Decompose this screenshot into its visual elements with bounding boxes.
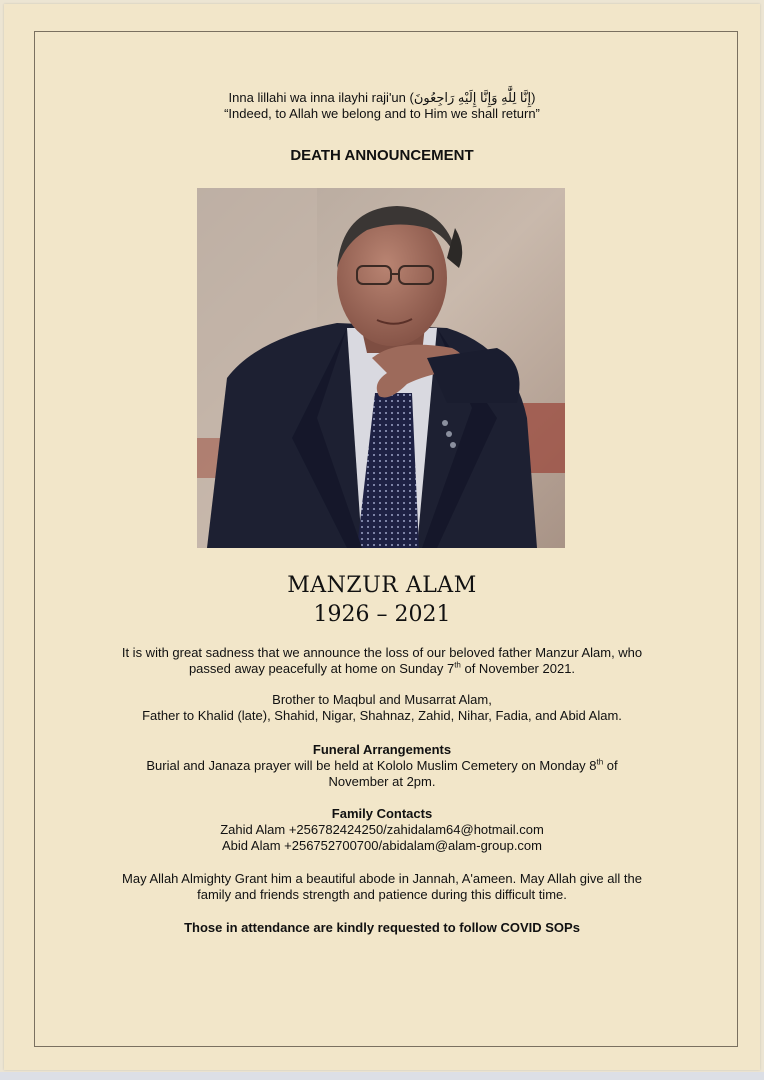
translation-text: “Indeed, to Allah we belong and to Him we shall return”: [224, 106, 540, 121]
bismillah-header: [0, 90, 764, 122]
intro-line: It is with great sadness that we announce the loss of our beloved father Manzur Alam, who: [121, 645, 643, 660]
intro-line: passed away peacefully at home on Sunday 7th of November 2021.: [188, 660, 576, 676]
deceased-years: 1926 – 2021: [313, 602, 451, 627]
deceased-name: MANZUR ALAM: [287, 573, 477, 598]
transliteration-text: Inna lillahi wa inna ilayhi raji'un: [228, 90, 406, 105]
portrait-photo: [197, 188, 565, 548]
contact-zahid: Zahid Alam +256782424250/zahidalam64@hotmail.com: [220, 822, 544, 837]
prayer-paragraph: [0, 871, 764, 903]
prayer-line: family and friends strength and patience during this difficult time.: [197, 887, 567, 902]
contacts-heading: Family Contacts: [331, 806, 433, 821]
family-line: Brother to Maqbul and Musarrat Alam,: [272, 692, 492, 707]
arabic-text: (إِنَّا لِلَّٰهِ وَإِنَّا إِلَيْهِ رَاجِعُونَ): [409, 90, 536, 105]
contact-abid: Abid Alam +256752700700/abidalam@alam-group.com: [222, 838, 542, 853]
funeral-heading: Funeral Arrangements: [312, 742, 452, 757]
funeral-line: November at 2pm.: [328, 774, 436, 789]
covid-notice: Those in attendance are kindly requested to follow COVID SOPs: [184, 920, 580, 935]
contacts-section: [0, 806, 764, 854]
prayer-line: May Allah Almighty Grant him a beautiful abode in Jannah, A'ameen. May Allah give all the: [122, 871, 642, 886]
family-line: Father to Khalid (late), Shahid, Nigar, Shahnaz, Zahid, Nihar, Fadia, and Abid Alam.: [142, 708, 622, 723]
family-paragraph: [0, 692, 764, 724]
bottom-strip: [0, 1072, 764, 1080]
funeral-section: [0, 742, 764, 790]
funeral-line: Burial and Janaza prayer will be held at Kololo Muslim Cemetery on Monday 8th of: [146, 757, 618, 773]
page-title: DEATH ANNOUNCEMENT: [290, 147, 474, 164]
intro-paragraph: [0, 645, 764, 677]
